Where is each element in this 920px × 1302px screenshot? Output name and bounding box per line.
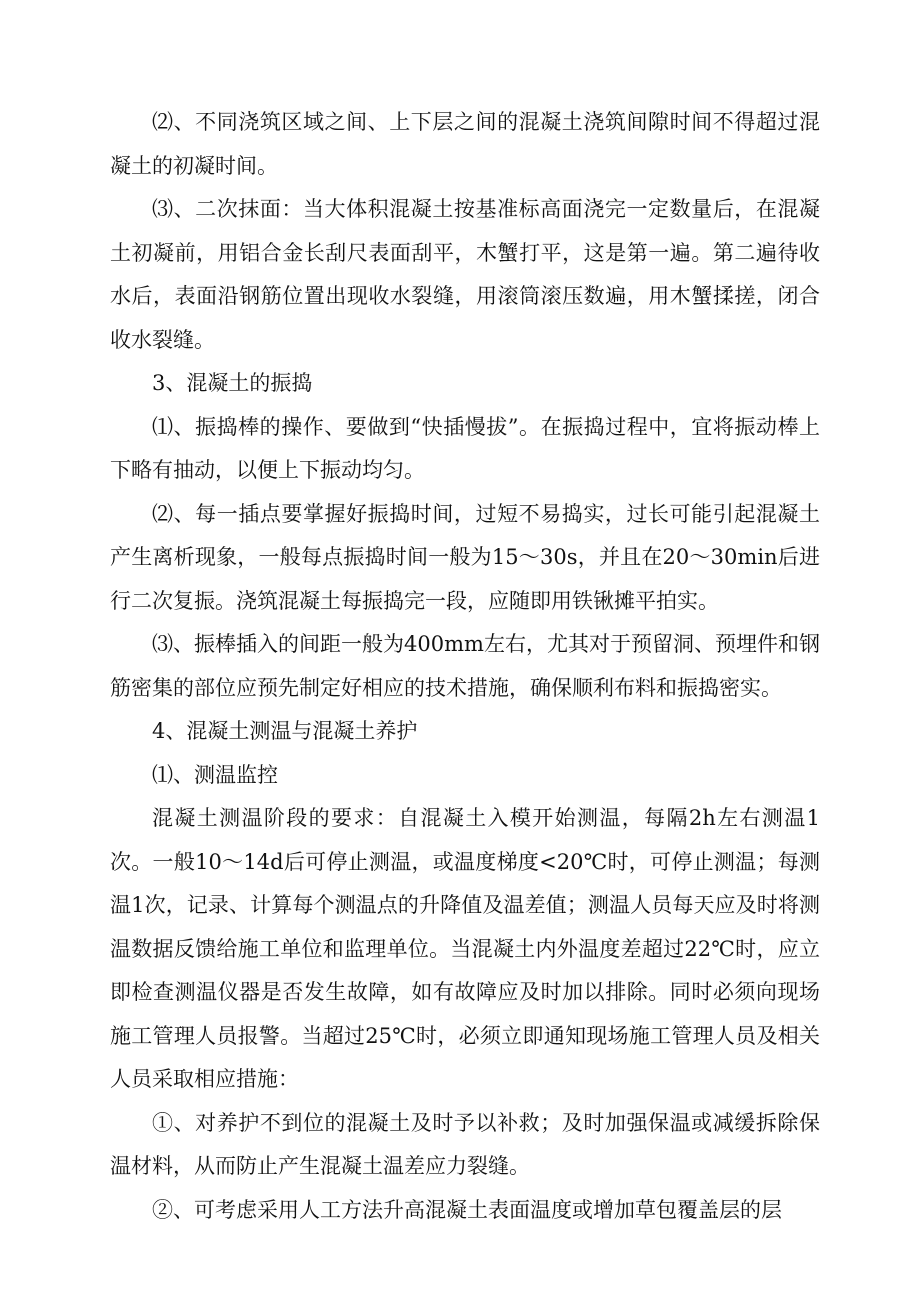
heading-vibration: 3、混凝土的振捣 [152, 371, 313, 395]
paragraph-measure-2: ②、可考虑采用人工方法升高混凝土表面温度或增加草包覆盖层的层 [152, 1197, 782, 1222]
paragraph-vibration-time: ⑵、每一插点要掌握好振捣时间，过短不易捣实，过长可能引起混凝土产生离析现象，一般每点振捣时间一般为15～30s，并且在20～30min后进行二次复振。浇筑混凝土每振捣完一段，应随即用铁锹摊平拍实。 [110, 501, 820, 613]
document-body [110, 101, 820, 1232]
heading-temperature-curing: 4、混凝土测温与混凝土养护 [152, 719, 418, 743]
paragraph-insertion-spacing: ⑶、振棒插入的间距一般为400mm左右，尤其对于预留洞、预埋件和钢筋密集的部位应预先制定好相应的技术措施，确保顺利布料和振捣密实。 [110, 632, 820, 700]
subheading-temperature-monitoring: ⑴、测温监控 [152, 762, 278, 787]
paragraph-secondary-troweling: ⑶、二次抹面：当大体积混凝土按基准标高面浇完一定数量后，在混凝土初凝前，用铝合金长刮尺表面刮平，木蟹打平，这是第一遍。第二遍待收水后，表面沿钢筋位置出现收水裂缝，用滚筒滚压数遍，用木蟹揉搓，闭合收水裂缝。 [110, 197, 820, 352]
paragraph-pour-interval: ⑵、不同浇筑区域之间、上下层之间的混凝土浇筑间隙时间不得超过混凝土的初凝时间。 [110, 110, 820, 178]
paragraph-vibrator-operation: ⑴、振捣棒的操作、要做到“快插慢拔”。在振捣过程中，宜将振动棒上下略有抽动，以便上下振动均匀。 [110, 414, 820, 482]
paragraph-measurement-requirements: 混凝土测温阶段的要求：自混凝土入模开始测温，每隔2h左右测温1次。一般10～14d后可停止测温，或温度梯度<20℃时，可停止测温；每测温1次，记录、计算每个测温点的升降值及温差值；测温人员每天应及时将测温数据反馈给施工单位和监理单位。当混凝土内外温度差超过22℃时，应立即检查测温仪器是否发生故障，如有故障应及时加以排除。同时必须向现场施工管理人员报警。当超过25℃时，必须立即通知现场施工管理人员及相关人员采取相应措施： [110, 806, 820, 1091]
paragraph-measure-1: ①、对养护不到位的混凝土及时予以补救；及时加强保温或减缓拆除保温材料，从而防止产生混凝土温差应力裂缝。 [110, 1110, 820, 1178]
